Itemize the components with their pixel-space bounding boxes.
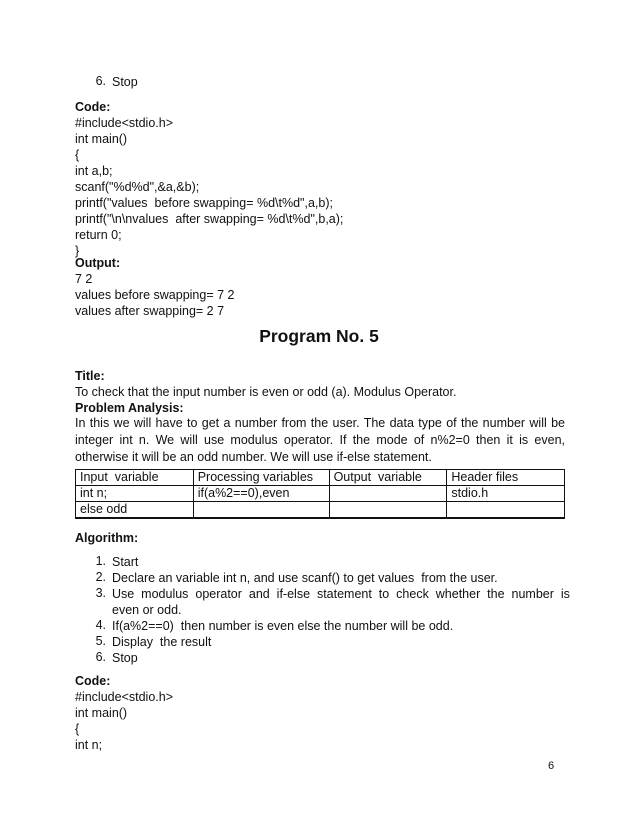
- algorithm-step-number: 1.: [95, 554, 106, 568]
- analysis-text: In this we will have to get a number from the user. The data type of the number will be integer int n. We will use modulus operator. If the mode of n%2=0 then it is even, otherwise it will be an odd number. We will use if-else statement.: [75, 416, 565, 464]
- table-cell: else odd: [76, 502, 194, 519]
- program-title: Program No. 5: [259, 326, 379, 346]
- page-number: 6: [548, 760, 555, 772]
- code-line: int main(): [75, 132, 128, 146]
- table-cell: if(a%2==0),even: [193, 486, 329, 502]
- table-header-row: [76, 470, 565, 486]
- code-line: #include<stdio.h>: [75, 690, 173, 704]
- analysis-heading: Problem Analysis:: [75, 401, 184, 415]
- table-row: [76, 502, 565, 519]
- algorithm-step-number: 2.: [95, 570, 106, 584]
- code-heading: Code:: [75, 100, 111, 114]
- table-header-cell: Processing variables: [193, 470, 329, 486]
- algorithm-step-number: 6.: [95, 650, 106, 664]
- code-line: {: [75, 722, 80, 736]
- title-heading: Title:: [75, 369, 105, 383]
- code-line: int main(): [75, 706, 128, 720]
- algorithm-step-text: Stop: [112, 651, 138, 665]
- code-line: {: [75, 148, 80, 162]
- table-header-cell: Output variable: [329, 470, 447, 486]
- table-cell: int n;: [76, 486, 194, 502]
- algorithm-step-text: Display the result: [112, 635, 212, 649]
- algorithm-step-number: 5.: [95, 634, 106, 648]
- table-cell: [329, 486, 447, 502]
- code-line: int n;: [75, 738, 103, 752]
- list-item-text: Stop: [112, 75, 138, 89]
- title-text: To check that the input number is even or odd (a). Modulus Operator.: [75, 385, 457, 399]
- code-line: #include<stdio.h>: [75, 116, 173, 130]
- table-cell: [193, 502, 329, 519]
- code-heading: Code:: [75, 674, 111, 688]
- output-line: values after swapping= 2 7: [75, 304, 225, 318]
- code-line: printf("\n\nvalues after swapping= %d\t%d",b,a);: [75, 212, 344, 226]
- code-line: int a,b;: [75, 164, 113, 178]
- algorithm-step-text: If(a%2==0) then number is even else the number will be odd.: [112, 619, 454, 633]
- code-line: }: [75, 244, 80, 258]
- code-line: printf("values before swapping= %d\t%d",a,b);: [75, 196, 333, 210]
- list-number: 6.: [95, 74, 106, 88]
- table-header-cell: Header files: [447, 470, 565, 486]
- algorithm-step-number: 4.: [95, 618, 106, 632]
- table-header-cell: Input variable: [76, 470, 194, 486]
- table-cell: [447, 502, 565, 519]
- code-line: scanf("%d%d",&a,&b);: [75, 180, 200, 194]
- code-line: return 0;: [75, 228, 122, 242]
- algorithm-step-text: even or odd.: [112, 603, 182, 617]
- algorithm-step-text: Start: [112, 555, 139, 569]
- algorithm-step-text: Declare an variable int n, and use scanf() to get values from the user.: [112, 571, 498, 585]
- algorithm-step-number: 3.: [95, 586, 106, 600]
- table-row: [76, 486, 565, 502]
- algorithm-heading: Algorithm:: [75, 531, 139, 545]
- table-cell: stdio.h: [447, 486, 565, 502]
- output-heading: Output:: [75, 256, 121, 270]
- output-line: values before swapping= 7 2: [75, 288, 235, 302]
- variables-table: [75, 469, 565, 519]
- output-line: 7 2: [75, 272, 93, 286]
- algorithm-step-text: Use modulus operator and if-else statement to check whether the number is: [112, 587, 570, 601]
- table-cell: [329, 502, 447, 519]
